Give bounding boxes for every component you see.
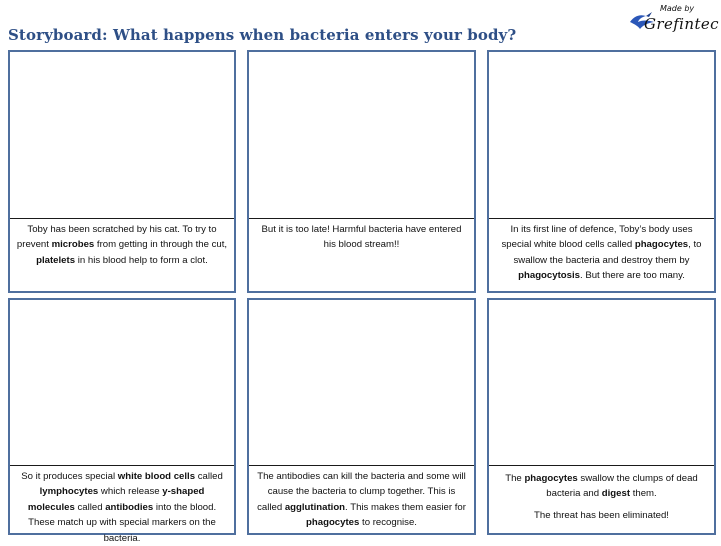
panel-caption xyxy=(10,465,234,544)
drawing-area[interactable] xyxy=(489,300,714,467)
drawing-area[interactable] xyxy=(489,52,714,220)
caption-text: Toby has been scratched by his cat. To try to prevent microbes from getting in through the cut, platelets in his blood help to form a clot. xyxy=(16,224,228,266)
key-term: phagocytes xyxy=(524,473,578,484)
key-term: phagocytosis xyxy=(518,270,580,282)
key-term: y-shaped molecules xyxy=(27,486,205,513)
page-title: Storyboard: What happens when bacteria enters your body? xyxy=(8,26,517,44)
key-term: antibodies xyxy=(105,501,154,513)
storyboard-panel-5 xyxy=(247,298,476,535)
storyboard-panel-1 xyxy=(8,50,236,293)
panel-caption xyxy=(249,465,474,533)
key-term: lymphocytes xyxy=(39,486,99,498)
storyboard-panel-2 xyxy=(247,50,476,293)
key-term: white blood cells xyxy=(117,471,196,482)
storyboard-panel-3 xyxy=(487,50,716,293)
caption-text: But it is too late! Harmful bacteria have entered his blood stream!! xyxy=(261,224,462,251)
drawing-area[interactable] xyxy=(249,52,474,220)
caption-text: The phagocytes swallow the clumps of dead bacteria and digest them. xyxy=(505,473,698,500)
maker-logo xyxy=(628,4,718,40)
caption-text: So it produces special white blood cells called lymphocytes which release y-shaped molecules called antibodies into the blood. These match up with special markers on the bacteria. xyxy=(21,471,223,544)
logo-made-by: Made by xyxy=(660,4,695,13)
key-term: agglutination xyxy=(284,501,346,513)
storyboard-panel-4 xyxy=(8,298,236,544)
caption-text: The threat has been eliminated! xyxy=(534,509,669,521)
logo-name: Grefintec xyxy=(644,15,719,33)
panel-caption xyxy=(249,218,474,291)
panel-caption xyxy=(10,218,234,291)
drawing-area[interactable] xyxy=(10,52,234,220)
panel-caption xyxy=(489,218,714,291)
key-term: digest xyxy=(601,488,631,500)
drawing-area[interactable] xyxy=(10,300,234,467)
key-term: phagocytes xyxy=(634,239,689,251)
key-term: microbes xyxy=(51,239,95,251)
drawing-area[interactable] xyxy=(249,300,474,467)
storyboard-panel-6 xyxy=(487,298,716,535)
key-term: phagocytes xyxy=(306,517,360,529)
key-term: platelets xyxy=(36,254,76,266)
caption-text: The antibodies can kill the bacteria and some will cause the bacteria to clump together. This is called agglutination. This makes them easier for phagocytes to recognise. xyxy=(257,471,466,529)
panel-caption xyxy=(489,465,714,533)
caption-text: In its first line of defence, Toby’s body uses special white blood cells called phagocytes, to swallow the bacteria and destroy them by phagocytosis. But there are too many. xyxy=(501,224,702,282)
